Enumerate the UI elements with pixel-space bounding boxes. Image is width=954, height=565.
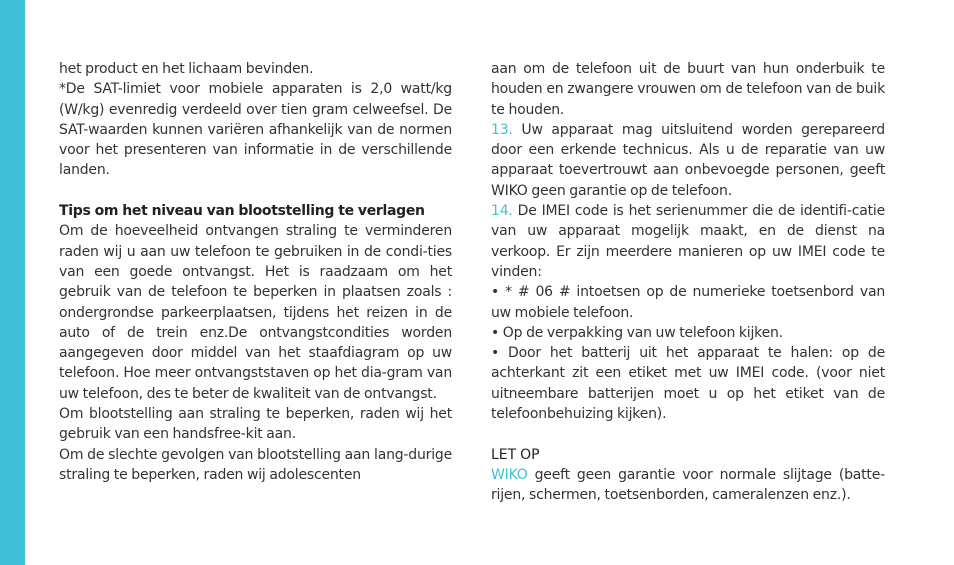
paragraph-sar-limit: *De SAT-limiet voor mobiele apparaten is 2,0 watt/kg (W/kg) evenredig verdeeld over tien gram celweefsel. De SAT-waarden kunnen variëren afhankelijk van de normen voor het presenteren van informatie in de verschillende landen. bbox=[59, 81, 452, 179]
accent-side-bar bbox=[0, 0, 25, 565]
bullet-imei-keypad: • * # 06 # intoetsen op de numerieke toetsenbord van uw mobiele telefoon. bbox=[491, 284, 885, 321]
bullet-imei-packaging: • Op de verpakking van uw telefoon kijken. bbox=[491, 324, 783, 341]
paragraph-spacer bbox=[59, 181, 452, 201]
left-text-column bbox=[59, 59, 452, 485]
paragraph-pregnant-women: aan om de telefoon uit de buurt van hun onderbuik te houden en zwangere vrouwen om de telefoon van de buik te houden. bbox=[491, 61, 885, 118]
section-heading-exposure-tips: Tips om het niveau van blootstelling te verlagen bbox=[59, 203, 425, 220]
item-text-14: De IMEI code is het serienummer die de identifi-catie van uw apparaat mogelijk maakt, en de dienst na verkoop. Er zijn meerdere manieren op uw IMEI code te vinden: bbox=[491, 203, 885, 280]
paragraph-spacer bbox=[491, 424, 885, 444]
paragraph-reception-tips: Om de hoeveelheid ontvangen straling te verminderen raden wij u aan uw telefoon te gebruiken in de condi-ties van een goede ontvangst. Het is raadzaam om het gebruik van de telefoon te beperken in plaatsen zoals : ondergrondse parkeerplaatsen, tijdens het reizen in de auto of de trein enz.De ontvangstcondities worden aangegeven door middel van het staafdiagram op uw telefoon. Hoe meer ontvangststaven op het dia-gram van uw telefoon, des te beter de kwaliteit van de ontvangst. bbox=[59, 223, 452, 402]
brand-name: WIKO bbox=[491, 466, 528, 483]
section-heading-let-op: LET OP bbox=[491, 446, 540, 463]
paragraph-long-term-exposure: Om de slechte gevolgen van blootstelling aan lang-durige straling te beperken, raden wij adolescenten bbox=[59, 446, 452, 483]
paragraph-warranty bbox=[491, 465, 885, 506]
paragraph-body-contact: het product en het lichaam bevinden. bbox=[59, 61, 314, 77]
warranty-text: geeft geen garantie voor normale slijtage (batte-rijen, schermen, toetsenborden, cameralenzen enz.). bbox=[491, 466, 885, 504]
item-number-13: 13. bbox=[491, 121, 513, 138]
list-item-13 bbox=[491, 120, 885, 201]
item-text-13: Uw apparaat mag uitsluitend worden gerepareerd door een erkende technicus. Als u de reparatie van uw apparaat toevertrouwt aan onbevoegde personen, geeft WIKO geen garantie op de telefoon. bbox=[491, 121, 885, 199]
bullet-imei-battery: • Door het batterij uit het apparaat te halen: op de achterkant zit een etiket met uw IMEI code. (voor niet uitneembare batterijen moet u op het etiket van de telefoonbehuizing kijken). bbox=[491, 345, 885, 423]
paragraph-handsfree-kit: Om blootstelling aan straling te beperken, raden wij het gebruik van een handsfree-kit aan. bbox=[59, 406, 452, 443]
right-text-column bbox=[491, 59, 885, 506]
list-item-14 bbox=[491, 201, 885, 282]
item-number-14: 14. bbox=[491, 203, 513, 220]
